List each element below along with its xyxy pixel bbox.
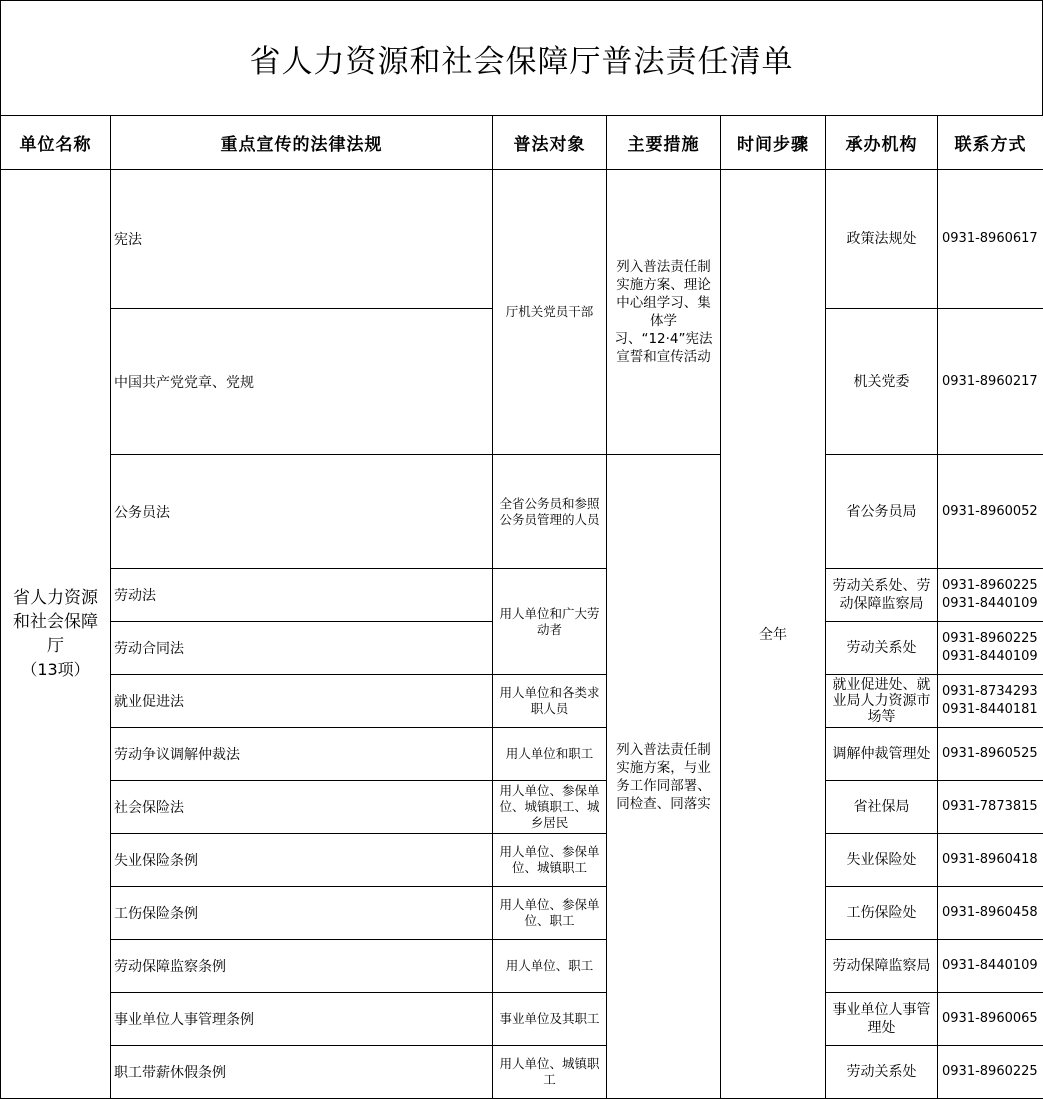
law-cell: 失业保险条例 bbox=[111, 834, 493, 887]
org-cell: 劳动关系处、劳动保障监察局 bbox=[826, 569, 938, 622]
org-cell: 就业促进处、就业局人力资源市场等 bbox=[826, 675, 938, 728]
table-row bbox=[1, 1046, 1043, 1099]
phone-number: 0931-8960225 bbox=[942, 577, 1043, 595]
unit-count: （13项） bbox=[1, 658, 110, 682]
phone-number: 0931-8960052 bbox=[942, 503, 1043, 521]
target-cell: 事业单位及其职工 bbox=[493, 993, 607, 1046]
contact-cell bbox=[938, 455, 1043, 569]
org-cell: 调解仲裁管理处 bbox=[826, 728, 938, 781]
phone-number: 0931-8960217 bbox=[942, 373, 1043, 391]
header-law: 重点宣传的法律法规 bbox=[111, 116, 493, 170]
header-measure: 主要措施 bbox=[607, 116, 721, 170]
target-cell: 用人单位、参保单位、城镇职工 bbox=[493, 834, 607, 887]
law-cell: 中国共产党党章、党规 bbox=[111, 309, 493, 455]
measure-cell: 列入普法责任制实施方案、理论中心组学习、集体学习、“12·4”宪法宣誓和宣传活动 bbox=[607, 170, 721, 455]
header-target: 普法对象 bbox=[493, 116, 607, 170]
law-cell: 社会保险法 bbox=[111, 781, 493, 834]
target-cell: 用人单位和广大劳动者 bbox=[493, 569, 607, 675]
law-cell: 劳动法 bbox=[111, 569, 493, 622]
org-cell: 机关党委 bbox=[826, 309, 938, 455]
law-cell: 公务员法 bbox=[111, 455, 493, 569]
phone-number: 0931-8440109 bbox=[942, 957, 1043, 975]
contact-cell bbox=[938, 170, 1043, 309]
contact-cell bbox=[938, 940, 1043, 993]
target-cell: 用人单位、参保单位、职工 bbox=[493, 887, 607, 940]
header-org: 承办机构 bbox=[826, 116, 938, 170]
header-time: 时间步骤 bbox=[721, 116, 826, 170]
phone-number: 0931-7873815 bbox=[942, 798, 1043, 816]
org-cell: 劳动关系处 bbox=[826, 1046, 938, 1099]
measure-cell: 列入普法责任制实施方案，与业务工作同部署、同检查、同落实 bbox=[607, 455, 721, 1099]
header-row bbox=[1, 116, 1043, 170]
table-row bbox=[1, 781, 1043, 834]
contact-cell bbox=[938, 569, 1043, 622]
contact-cell bbox=[938, 1046, 1043, 1099]
phone-number: 0931-8734293 bbox=[942, 683, 1043, 701]
table-row bbox=[1, 887, 1043, 940]
contact-cell bbox=[938, 622, 1043, 675]
phone-number: 0931-8960418 bbox=[942, 851, 1043, 869]
unit-cell bbox=[1, 170, 111, 1099]
law-cell: 劳动保障监察条例 bbox=[111, 940, 493, 993]
target-cell: 用人单位、参保单位、城镇职工、城乡居民 bbox=[493, 781, 607, 834]
unit-name: 省人力资源和社会保障厅 bbox=[1, 586, 110, 658]
contact-cell bbox=[938, 993, 1043, 1046]
contact-cell bbox=[938, 887, 1043, 940]
responsibility-table bbox=[0, 115, 1043, 1099]
target-cell: 用人单位和职工 bbox=[493, 728, 607, 781]
org-cell: 劳动关系处 bbox=[826, 622, 938, 675]
header-unit: 单位名称 bbox=[1, 116, 111, 170]
phone-number: 0931-8440181 bbox=[942, 701, 1043, 719]
table-row bbox=[1, 569, 1043, 622]
target-cell: 用人单位、城镇职工 bbox=[493, 1046, 607, 1099]
law-cell: 事业单位人事管理条例 bbox=[111, 993, 493, 1046]
phone-number: 0931-8960458 bbox=[942, 904, 1043, 922]
table-row bbox=[1, 834, 1043, 887]
table-row bbox=[1, 993, 1043, 1046]
document-title: 省人力资源和社会保障厅普法责任清单 bbox=[0, 0, 1043, 115]
phone-number: 0931-8960525 bbox=[942, 745, 1043, 763]
phone-number: 0931-8960225 bbox=[942, 1063, 1043, 1081]
table-row bbox=[1, 940, 1043, 993]
target-cell: 全省公务员和参照公务员管理的人员 bbox=[493, 455, 607, 569]
org-cell: 劳动保障监察局 bbox=[826, 940, 938, 993]
phone-number: 0931-8960617 bbox=[942, 230, 1043, 248]
phone-number: 0931-8440109 bbox=[942, 595, 1043, 613]
org-cell: 工伤保险处 bbox=[826, 887, 938, 940]
contact-cell bbox=[938, 834, 1043, 887]
contact-cell bbox=[938, 675, 1043, 728]
target-cell: 用人单位、职工 bbox=[493, 940, 607, 993]
target-cell: 厅机关党员干部 bbox=[493, 170, 607, 455]
law-cell: 职工带薪休假条例 bbox=[111, 1046, 493, 1099]
law-cell: 宪法 bbox=[111, 170, 493, 309]
phone-number: 0931-8440109 bbox=[942, 648, 1043, 666]
org-cell: 事业单位人事管理处 bbox=[826, 993, 938, 1046]
contact-cell bbox=[938, 781, 1043, 834]
table-row bbox=[1, 170, 1043, 309]
header-contact: 联系方式 bbox=[938, 116, 1043, 170]
time-cell: 全年 bbox=[721, 170, 826, 1099]
contact-cell bbox=[938, 309, 1043, 455]
table-row bbox=[1, 675, 1043, 728]
contact-cell bbox=[938, 728, 1043, 781]
table-row bbox=[1, 728, 1043, 781]
law-cell: 劳动争议调解仲裁法 bbox=[111, 728, 493, 781]
phone-number: 0931-8960065 bbox=[942, 1010, 1043, 1028]
law-cell: 工伤保险条例 bbox=[111, 887, 493, 940]
org-cell: 政策法规处 bbox=[826, 170, 938, 309]
org-cell: 省公务员局 bbox=[826, 455, 938, 569]
target-cell: 用人单位和各类求职人员 bbox=[493, 675, 607, 728]
org-cell: 省社保局 bbox=[826, 781, 938, 834]
org-cell: 失业保险处 bbox=[826, 834, 938, 887]
law-cell: 就业促进法 bbox=[111, 675, 493, 728]
law-cell: 劳动合同法 bbox=[111, 622, 493, 675]
phone-number: 0931-8960225 bbox=[942, 630, 1043, 648]
table-row bbox=[1, 455, 1043, 569]
